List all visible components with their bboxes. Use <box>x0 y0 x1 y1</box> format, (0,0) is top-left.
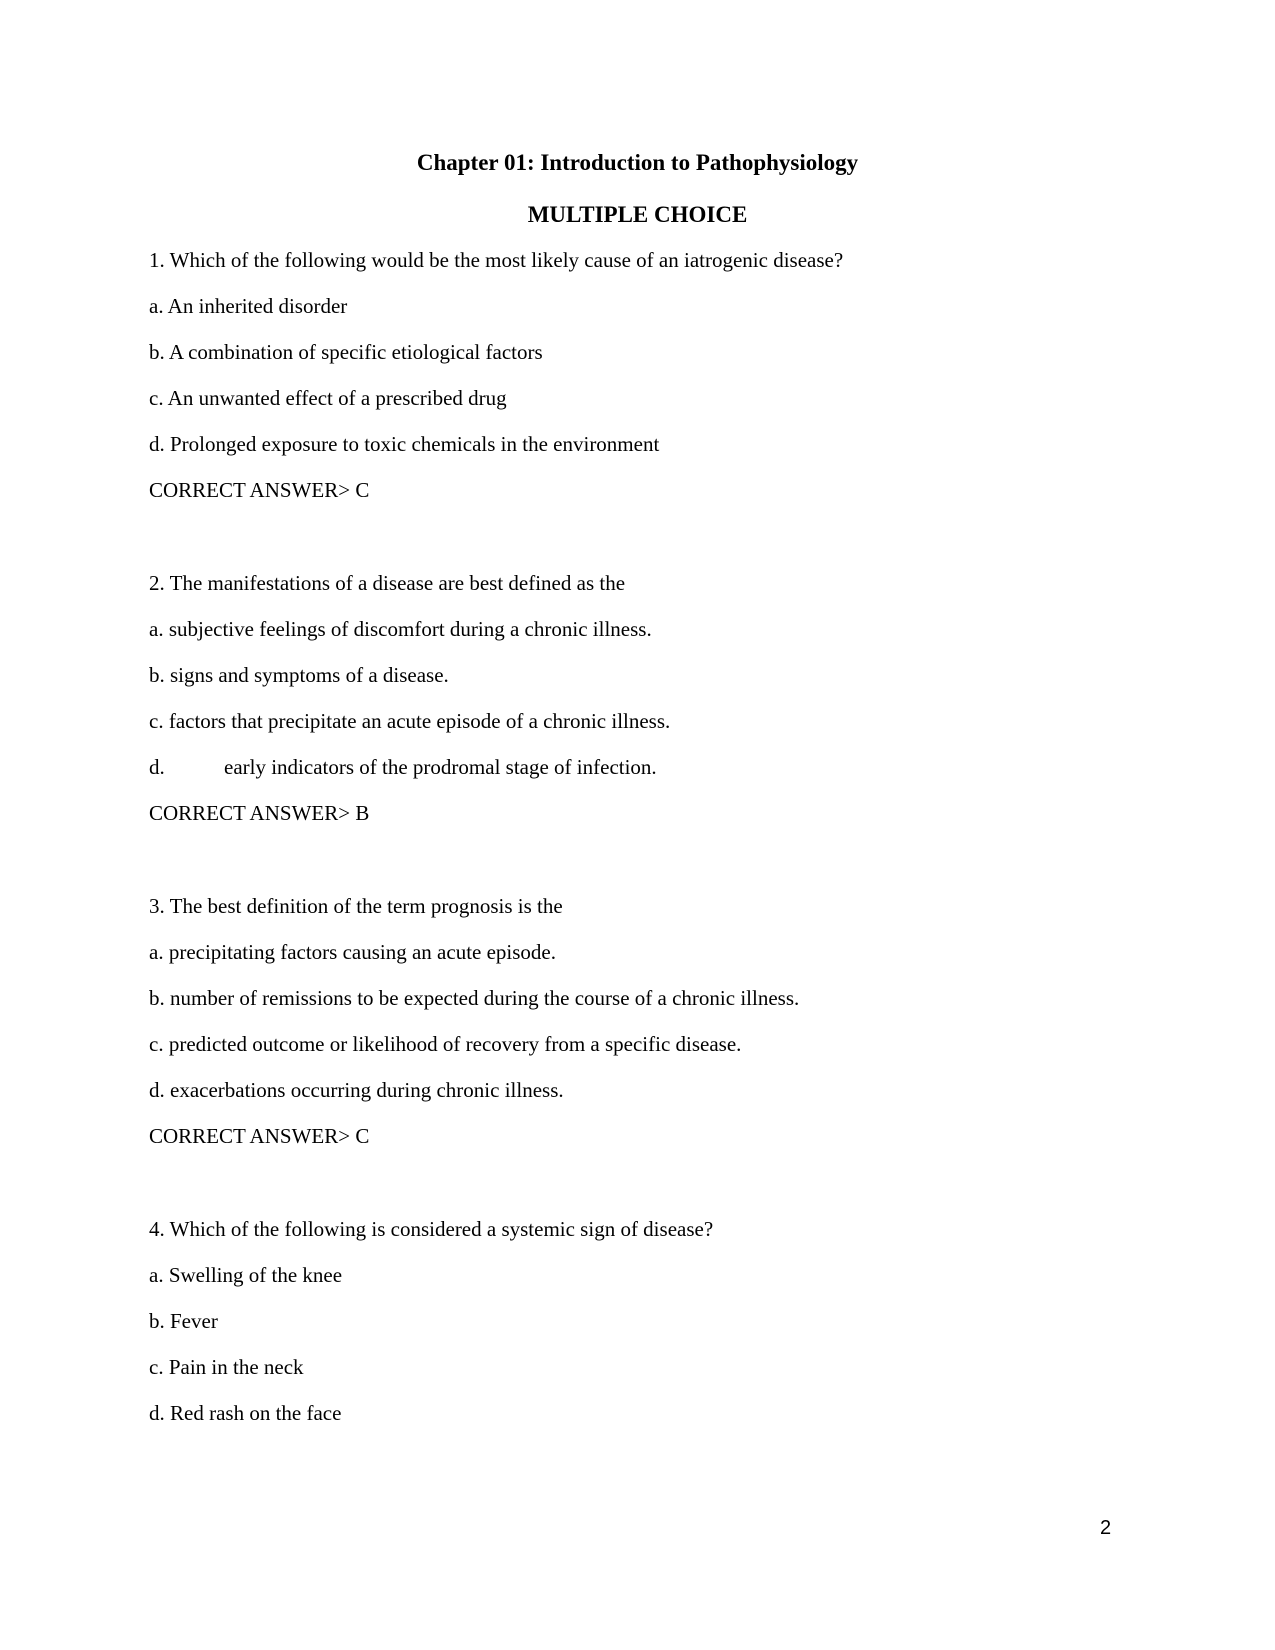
question-2-answer: CORRECT ANSWER> B <box>149 801 370 825</box>
question-2-option-d-text: early indicators of the prodromal stage of infection. <box>224 755 657 779</box>
question-3-option-d: d. exacerbations occurring during chronic illness. <box>149 1078 564 1102</box>
question-2-option-d-label: d. <box>149 755 165 779</box>
question-1-option-d: d. Prolonged exposure to toxic chemicals in the environment <box>149 432 660 456</box>
question-3-option-b: b. number of remissions to be expected during the course of a chronic illness. <box>149 986 800 1010</box>
question-3-option-a: a. precipitating factors causing an acute episode. <box>149 940 556 964</box>
question-1-option-a: a. An inherited disorder <box>149 294 348 318</box>
question-2-option-a: a. subjective feelings of discomfort during a chronic illness. <box>149 617 652 641</box>
question-3-stem: 3. The best definition of the term prognosis is the <box>149 894 563 918</box>
question-4-option-d: d. Red rash on the face <box>149 1401 342 1425</box>
question-4-option-a: a. Swelling of the knee <box>149 1263 343 1287</box>
question-4-option-b: b. Fever <box>149 1309 218 1333</box>
question-4-option-c: c. Pain in the neck <box>149 1355 304 1379</box>
page-number: 2 <box>1100 1517 1112 1539</box>
section-title: MULTIPLE CHOICE <box>527 202 748 227</box>
question-1-answer: CORRECT ANSWER> C <box>149 478 370 502</box>
question-2-option-c: c. factors that precipitate an acute episode of a chronic illness. <box>149 709 671 733</box>
question-2-option-b: b. signs and symptoms of a disease. <box>149 663 449 687</box>
question-3-answer: CORRECT ANSWER> C <box>149 1124 370 1148</box>
chapter-title: Chapter 01: Introduction to Pathophysiology <box>416 150 859 175</box>
question-1-stem: 1. Which of the following would be the most likely cause of an iatrogenic disease? <box>149 248 844 272</box>
question-2-stem: 2. The manifestations of a disease are best defined as the <box>149 571 626 595</box>
question-4-stem: 4. Which of the following is considered a systemic sign of disease? <box>149 1217 714 1241</box>
question-2-option-d <box>149 753 657 781</box>
question-1-option-c: c. An unwanted effect of a prescribed drug <box>149 386 507 410</box>
question-1-option-b: b. A combination of specific etiological factors <box>149 340 543 364</box>
question-3-option-c: c. predicted outcome or likelihood of recovery from a specific disease. <box>149 1032 742 1056</box>
